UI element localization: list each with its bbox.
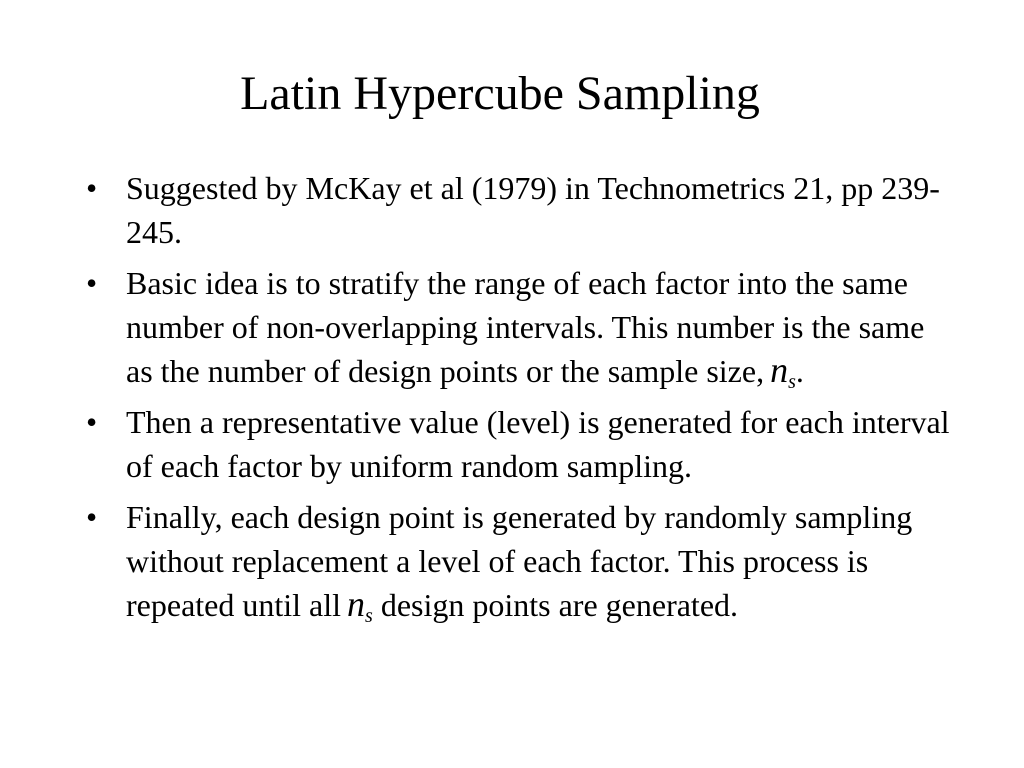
bullet-text: Finally, each design point is generated by randomly sampling without replacement a level of each factor. This process is repeated until all (126, 499, 913, 623)
bullet-dot-icon: • (86, 265, 98, 301)
math-subscript: s (365, 605, 373, 627)
math-base: n (770, 350, 789, 390)
math-base: n (347, 584, 366, 624)
bullet-text: Suggested by McKay et al (1979) in Technometrics 21, pp 239-245. (126, 170, 940, 250)
math-subscript: s (788, 371, 796, 393)
bullet-text: Then a representative value (level) is generated for each interval of each factor by uniform random sampling. (126, 404, 950, 484)
math-ns (347, 584, 373, 627)
bullet-list (86, 166, 956, 634)
bullet-text: Basic idea is to stratify the range of each factor into the same number of non-overlapping intervals. This number is the same as the number of design points or the sample size, (126, 265, 925, 389)
bullet-item-basic-idea (86, 261, 956, 393)
bullet-dot-icon: • (86, 404, 98, 440)
slide-title: Latin Hypercube Sampling (240, 67, 760, 120)
bullet-dot-icon: • (86, 170, 98, 206)
bullet-text-tail: . (795, 353, 804, 389)
bullet-dot-icon: • (86, 499, 98, 535)
bullet-item-reference (86, 166, 956, 254)
math-ns (770, 350, 796, 393)
bullet-text-tail: design points are generated. (380, 587, 739, 623)
bullet-item-design-point (86, 495, 956, 627)
bullet-item-representative-value (86, 400, 956, 488)
